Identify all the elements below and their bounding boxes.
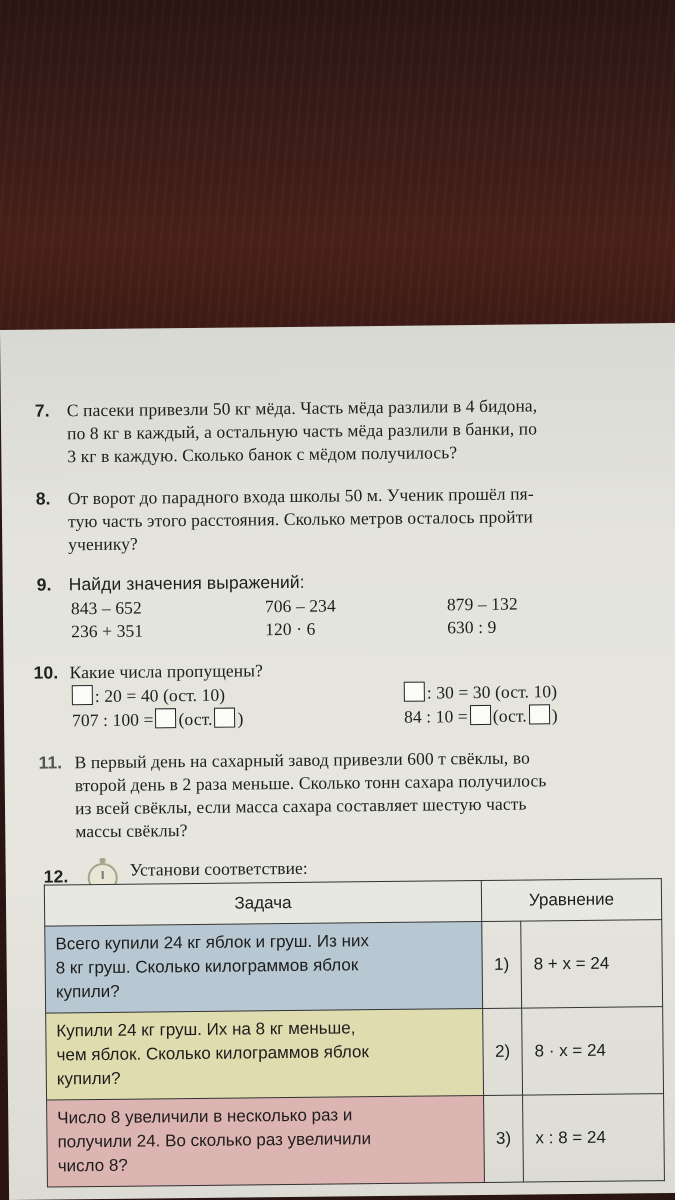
problem-7-line-2: по 8 кг в каждый, а остальную часть мёда разлили в банки, по [66, 418, 538, 444]
equation-4-left: 84 : 10 = [403, 706, 468, 727]
task-line: Всего купили 24 кг яблок и груш. Из них [55, 931, 370, 954]
task-cell [46, 1008, 484, 1100]
problem-8-line-2: тую часть этого расстояния. Сколько метров осталось пройти [67, 506, 533, 532]
problem-11-number: 11. [38, 752, 63, 773]
equation-index: 1) [482, 921, 522, 1008]
equation-index: 2) [483, 1008, 523, 1095]
problem-9-title: Найди значения выражений: [68, 571, 305, 595]
expression: 120 · 6 [265, 618, 316, 640]
blank-box[interactable] [404, 682, 425, 702]
equation-2-ost: (ост. [178, 708, 213, 730]
problem-7-line-1: С пасеки привезли 50 кг мёда. Часть мёда разлили в 4 бидона, [66, 395, 538, 421]
equation-1-text: : 20 = 40 (ост. 10) [94, 684, 226, 707]
equation-3-text: : 30 = 30 (ост. 10) [426, 681, 558, 703]
equation-1 [70, 684, 226, 708]
task-line: Число 8 увеличили в несколько раз и [57, 1105, 353, 1128]
table-header-row [44, 879, 661, 926]
equation-index: 3) [484, 1095, 524, 1182]
problem-11-line-3: из всей свёклы, если масса сахара составляет шестую часть [74, 793, 527, 819]
table-row [47, 1094, 665, 1187]
expression: 236 + 351 [71, 620, 144, 642]
task-line: купили? [55, 981, 120, 1002]
task-cell [45, 921, 483, 1013]
task-line: купили? [56, 1068, 121, 1089]
table-row [46, 1007, 664, 1100]
problem-7-line-3: 3 кг в каждую. Сколько банок с мёдом получилось? [67, 442, 458, 467]
blank-box[interactable] [470, 705, 491, 725]
problem-8-line-1: От ворот до парадного входа школы 50 м. Ученик прошёл пя- [67, 483, 534, 509]
problem-8-line-3: ученику? [68, 533, 138, 555]
expression: 630 : 9 [447, 616, 497, 638]
problem-7-number: 7. [34, 400, 50, 421]
task-line: число 8? [57, 1155, 128, 1176]
problem-10-title: Какие числа пропущены? [69, 660, 264, 683]
equation-cell: 8 + x = 24 [521, 920, 663, 1008]
equation-2-left: 707 : 100 = [71, 709, 154, 731]
problem-8-number: 8. [35, 488, 51, 509]
task-line: Купили 24 кг груш. Их на 8 кг меньше, [56, 1018, 356, 1041]
problem-12-number: 12. [43, 866, 69, 887]
table-row [45, 920, 663, 1013]
header-task: Задача [44, 880, 481, 926]
problem-11-line-4: массы свёклы? [75, 820, 188, 842]
equation-2 [72, 707, 244, 731]
equation-3 [402, 680, 558, 704]
equation-cell: x : 8 = 24 [523, 1094, 665, 1182]
blank-box[interactable] [214, 708, 235, 728]
expression: 843 – 652 [70, 597, 142, 619]
equation-cell: 8 · x = 24 [522, 1007, 664, 1095]
blank-box[interactable] [72, 685, 93, 705]
blank-box[interactable] [529, 704, 550, 724]
task-cell [47, 1095, 485, 1187]
task-line: чем яблок. Сколько килограммов яблок [56, 1042, 369, 1065]
matching-table [44, 878, 665, 1187]
problem-11-line-1: В первый день на сахарный завод привезли 600 т свёклы, во [74, 747, 531, 773]
equation-4-close: ) [551, 705, 558, 726]
header-equation: Уравнение [481, 879, 661, 922]
equation-4 [404, 704, 558, 728]
expression: 706 – 234 [264, 595, 336, 617]
problem-11-line-2: второй день в 2 раза меньше. Сколько тонн сахара получилось [74, 770, 547, 796]
wood-grain-texture [0, 0, 675, 350]
problem-12-title: Установи соответствие: [129, 857, 308, 880]
equation-2-close: ) [237, 708, 244, 729]
problem-9-number: 9. [36, 574, 52, 595]
problem-10-number: 10. [33, 662, 59, 683]
textbook-page [0, 323, 675, 1200]
equation-4-ost: (ост. [492, 705, 527, 726]
task-line: получили 24. Во сколько раз увеличили [57, 1129, 372, 1152]
expression: 879 – 132 [446, 593, 518, 615]
task-line: 8 кг груш. Сколько килограммов яблок [55, 955, 359, 978]
blank-box[interactable] [155, 708, 176, 728]
